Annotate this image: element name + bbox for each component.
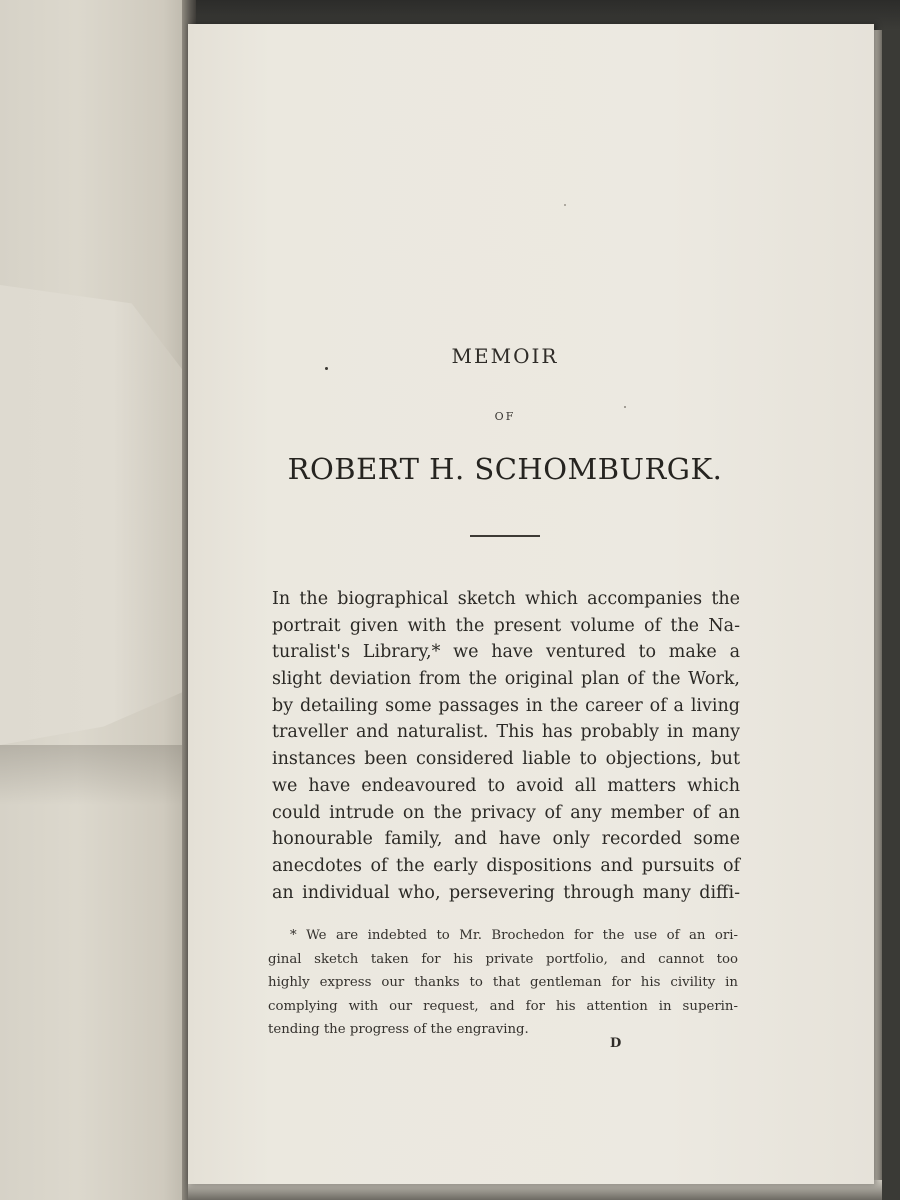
footnote-line: ginal sketch taken for his private portfolio, and cannot too: [268, 951, 738, 967]
body-line: portrait given with the present volume of the Na-: [272, 615, 740, 636]
footnote-line: tending the progress of the engraving.: [268, 1022, 529, 1037]
body-line: honourable family, and have only recorded some: [272, 829, 740, 850]
title-rule: [470, 535, 540, 537]
body-line: anecdotes of the early dispositions and pursuits of: [272, 855, 740, 876]
fold-shadow: [0, 745, 188, 805]
body-line: could intrude on the privacy of any member of an: [272, 802, 740, 823]
footnote-line: complying with our request, and for his attention in superin-: [268, 998, 738, 1014]
body-line: slight deviation from the original plan of the Work,: [272, 669, 740, 690]
signature-mark: D: [610, 1036, 622, 1051]
heading-memoir: MEMOIR: [451, 344, 559, 368]
body-line: instances been considered liable to objections, but: [272, 749, 740, 770]
paper-speck: [564, 204, 566, 206]
body-line: by detailing some passages in the career of a living: [272, 695, 740, 716]
footnote: [268, 924, 738, 1042]
heading-title-name: ROBERT H. SCHOMBURGK.: [287, 452, 723, 486]
body-line: we have endeavoured to avoid all matters which: [272, 775, 740, 796]
paper-speck: [624, 406, 626, 408]
heading-of: OF: [494, 410, 516, 423]
footnote-line: highly express our thanks to that gentleman for his civility in: [268, 975, 738, 990]
body-paragraph: [272, 586, 740, 906]
body-line: an individual who, persevering through many diffi-: [272, 882, 740, 903]
footnote-line: * We are indebted to Mr. Brochedon for the use of an ori-: [290, 928, 738, 943]
body-line: traveller and naturalist. This has probably in many: [272, 722, 740, 743]
body-line: In the biographical sketch which accompanies the: [272, 589, 740, 609]
right-page: [188, 24, 874, 1184]
body-line: turalist's Library,* we have ventured to make a: [272, 642, 740, 663]
folded-leaf: [0, 285, 188, 745]
